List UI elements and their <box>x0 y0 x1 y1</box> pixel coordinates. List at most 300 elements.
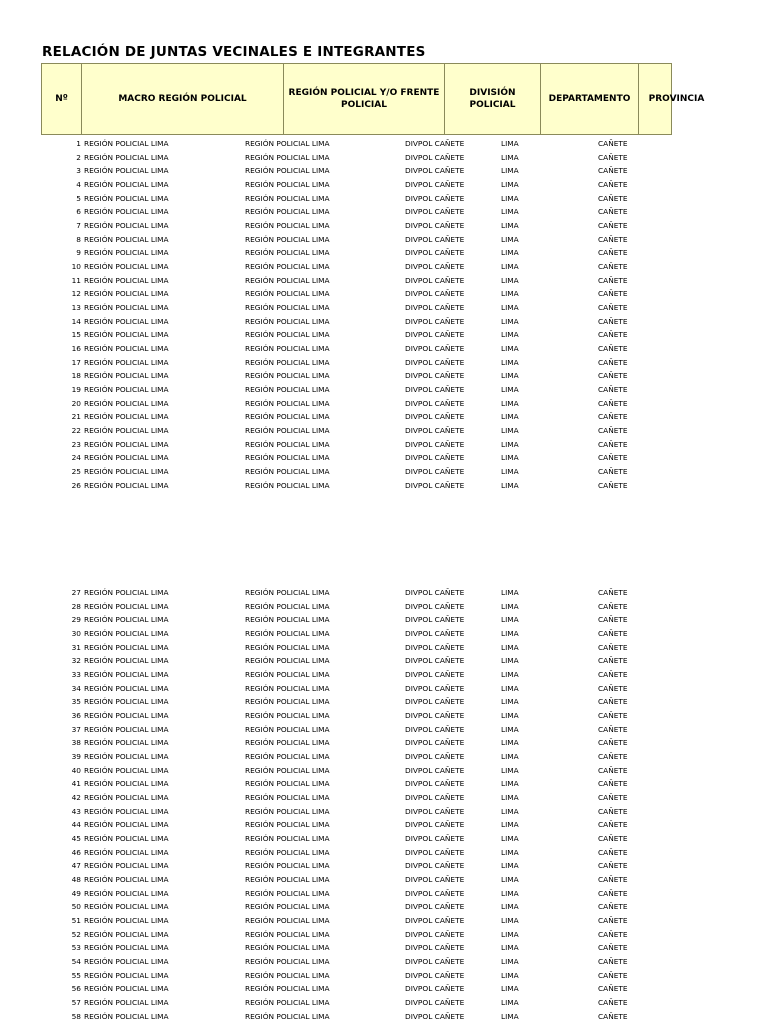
row-number: 14 <box>71 316 81 326</box>
provincia-cell: CAÑETE <box>598 957 628 967</box>
departamento-cell: LIMA <box>501 629 519 639</box>
table-body-block-2 <box>0 586 768 1024</box>
macro-region-cell: REGIÓN POLICIAL LIMA <box>84 697 169 707</box>
row-number: 16 <box>71 344 81 354</box>
row-number: 25 <box>71 467 81 477</box>
row-number: 29 <box>71 615 81 625</box>
departamento-cell: LIMA <box>501 139 519 148</box>
macro-region-cell: REGIÓN POLICIAL LIMA <box>84 888 169 898</box>
row-number: 22 <box>71 426 81 436</box>
row-number: 32 <box>71 656 81 666</box>
macro-region-cell: REGIÓN POLICIAL LIMA <box>84 207 169 217</box>
region-cell: REGIÓN POLICIAL LIMA <box>245 724 330 734</box>
table-row <box>0 791 768 805</box>
row-number: 36 <box>71 711 81 721</box>
row-number: 54 <box>71 957 81 967</box>
macro-region-cell: REGIÓN POLICIAL LIMA <box>84 738 169 748</box>
macro-region-cell: REGIÓN POLICIAL LIMA <box>84 166 169 176</box>
region-cell: REGIÓN POLICIAL LIMA <box>245 234 330 244</box>
table-row <box>0 315 768 329</box>
provincia-cell: CAÑETE <box>598 439 628 449</box>
table-row <box>0 328 768 342</box>
region-cell: REGIÓN POLICIAL LIMA <box>245 888 330 898</box>
row-number: 58 <box>71 1011 81 1021</box>
provincia-cell: CAÑETE <box>598 207 628 217</box>
table-row <box>0 709 768 723</box>
division-cell: DIVPOL CAÑETE <box>405 697 465 707</box>
provincia-cell: CAÑETE <box>598 943 628 953</box>
departamento-cell: LIMA <box>501 385 519 395</box>
division-cell: DIVPOL CAÑETE <box>405 711 465 721</box>
provincia-cell: CAÑETE <box>598 793 628 803</box>
region-cell: REGIÓN POLICIAL LIMA <box>245 779 330 789</box>
table-row <box>0 151 768 165</box>
division-cell: DIVPOL CAÑETE <box>405 752 465 762</box>
row-number: 13 <box>71 303 81 313</box>
row-number: 11 <box>71 275 81 285</box>
region-cell: REGIÓN POLICIAL LIMA <box>245 303 330 313</box>
page-title: RELACIÓN DE JUNTAS VECINALES E INTEGRANTES <box>42 44 426 60</box>
provincia-cell: CAÑETE <box>598 303 628 313</box>
table-row <box>0 955 768 969</box>
row-number: 47 <box>71 861 81 871</box>
provincia-cell: CAÑETE <box>598 629 628 639</box>
macro-region-cell: REGIÓN POLICIAL LIMA <box>84 861 169 871</box>
departamento-cell: LIMA <box>501 467 519 477</box>
table-row <box>0 233 768 247</box>
table-row <box>0 996 768 1010</box>
row-number: 34 <box>71 683 81 693</box>
provincia-cell: CAÑETE <box>598 234 628 244</box>
division-cell: DIVPOL CAÑETE <box>405 193 465 203</box>
macro-region-cell: REGIÓN POLICIAL LIMA <box>84 998 169 1008</box>
table-row <box>0 586 768 600</box>
region-cell: REGIÓN POLICIAL LIMA <box>245 152 330 162</box>
provincia-cell: CAÑETE <box>598 888 628 898</box>
provincia-cell: CAÑETE <box>598 357 628 367</box>
division-cell: DIVPOL CAÑETE <box>405 902 465 912</box>
division-cell: DIVPOL CAÑETE <box>405 453 465 463</box>
region-cell: REGIÓN POLICIAL LIMA <box>245 412 330 422</box>
row-number: 46 <box>71 847 81 857</box>
departamento-cell: LIMA <box>501 875 519 885</box>
provincia-cell: CAÑETE <box>598 738 628 748</box>
table-row <box>0 654 768 668</box>
row-number: 3 <box>76 166 81 176</box>
departamento-cell: LIMA <box>501 398 519 408</box>
table-row <box>0 383 768 397</box>
departamento-cell: LIMA <box>501 793 519 803</box>
division-cell: DIVPOL CAÑETE <box>405 724 465 734</box>
row-number: 35 <box>71 697 81 707</box>
row-number: 5 <box>76 193 81 203</box>
row-number: 41 <box>71 779 81 789</box>
table-row <box>0 424 768 438</box>
macro-region-cell: REGIÓN POLICIAL LIMA <box>84 642 169 652</box>
macro-region-cell: REGIÓN POLICIAL LIMA <box>84 765 169 775</box>
table-row <box>0 274 768 288</box>
provincia-cell: CAÑETE <box>598 371 628 381</box>
departamento-cell: LIMA <box>501 357 519 367</box>
provincia-cell: CAÑETE <box>598 697 628 707</box>
region-cell: REGIÓN POLICIAL LIMA <box>245 875 330 885</box>
departamento-cell: LIMA <box>501 344 519 354</box>
region-cell: REGIÓN POLICIAL LIMA <box>245 221 330 231</box>
macro-region-cell: REGIÓN POLICIAL LIMA <box>84 193 169 203</box>
departamento-cell: LIMA <box>501 929 519 939</box>
division-cell: DIVPOL CAÑETE <box>405 248 465 258</box>
departamento-cell: LIMA <box>501 439 519 449</box>
region-cell: REGIÓN POLICIAL LIMA <box>245 480 330 490</box>
table-row <box>0 668 768 682</box>
region-cell: REGIÓN POLICIAL LIMA <box>245 984 330 994</box>
region-cell: REGIÓN POLICIAL LIMA <box>245 929 330 939</box>
departamento-cell: LIMA <box>501 642 519 652</box>
region-cell: REGIÓN POLICIAL LIMA <box>245 289 330 299</box>
departamento-cell: LIMA <box>501 711 519 721</box>
row-number: 24 <box>71 453 81 463</box>
region-cell: REGIÓN POLICIAL LIMA <box>245 344 330 354</box>
provincia-cell: CAÑETE <box>598 779 628 789</box>
row-number: 56 <box>71 984 81 994</box>
macro-region-cell: REGIÓN POLICIAL LIMA <box>84 398 169 408</box>
provincia-cell: CAÑETE <box>598 847 628 857</box>
table-row <box>0 164 768 178</box>
macro-region-cell: REGIÓN POLICIAL LIMA <box>84 426 169 436</box>
region-cell: REGIÓN POLICIAL LIMA <box>245 957 330 967</box>
row-number: 9 <box>76 248 81 258</box>
macro-region-cell: REGIÓN POLICIAL LIMA <box>84 330 169 340</box>
provincia-cell: CAÑETE <box>598 262 628 272</box>
division-cell: DIVPOL CAÑETE <box>405 765 465 775</box>
row-number: 53 <box>71 943 81 953</box>
table-row <box>0 287 768 301</box>
departamento-cell: LIMA <box>501 248 519 258</box>
division-cell: DIVPOL CAÑETE <box>405 289 465 299</box>
macro-region-cell: REGIÓN POLICIAL LIMA <box>84 629 169 639</box>
row-number: 6 <box>76 207 81 217</box>
division-cell: DIVPOL CAÑETE <box>405 656 465 666</box>
table-row <box>0 219 768 233</box>
table-row <box>0 479 768 493</box>
provincia-cell: CAÑETE <box>598 970 628 980</box>
region-cell: REGIÓN POLICIAL LIMA <box>245 275 330 285</box>
provincia-cell: CAÑETE <box>598 275 628 285</box>
region-cell: REGIÓN POLICIAL LIMA <box>245 642 330 652</box>
macro-region-cell: REGIÓN POLICIAL LIMA <box>84 480 169 490</box>
table-row <box>0 641 768 655</box>
region-cell: REGIÓN POLICIAL LIMA <box>245 180 330 190</box>
provincia-cell: CAÑETE <box>598 683 628 693</box>
macro-region-cell: REGIÓN POLICIAL LIMA <box>84 303 169 313</box>
table-row <box>0 969 768 983</box>
row-number: 49 <box>71 888 81 898</box>
macro-region-cell: REGIÓN POLICIAL LIMA <box>84 656 169 666</box>
row-number: 40 <box>71 765 81 775</box>
row-number: 33 <box>71 670 81 680</box>
departamento-cell: LIMA <box>501 371 519 381</box>
table-row <box>0 192 768 206</box>
division-cell: DIVPOL CAÑETE <box>405 629 465 639</box>
row-number: 4 <box>76 180 81 190</box>
table-row <box>0 941 768 955</box>
table-row <box>0 859 768 873</box>
row-number: 37 <box>71 724 81 734</box>
provincia-cell: CAÑETE <box>598 820 628 830</box>
row-number: 19 <box>71 385 81 395</box>
provincia-cell: CAÑETE <box>598 806 628 816</box>
departamento-cell: LIMA <box>501 656 519 666</box>
division-cell: DIVPOL CAÑETE <box>405 929 465 939</box>
division-cell: DIVPOL CAÑETE <box>405 344 465 354</box>
macro-region-cell: REGIÓN POLICIAL LIMA <box>84 752 169 762</box>
division-cell: DIVPOL CAÑETE <box>405 139 465 148</box>
row-number: 30 <box>71 629 81 639</box>
region-cell: REGIÓN POLICIAL LIMA <box>245 166 330 176</box>
division-cell: DIVPOL CAÑETE <box>405 847 465 857</box>
region-cell: REGIÓN POLICIAL LIMA <box>245 330 330 340</box>
table-row <box>0 627 768 641</box>
provincia-cell: CAÑETE <box>598 166 628 176</box>
table-row <box>0 465 768 479</box>
region-cell: REGIÓN POLICIAL LIMA <box>245 207 330 217</box>
departamento-cell: LIMA <box>501 303 519 313</box>
division-cell: DIVPOL CAÑETE <box>405 480 465 490</box>
table-row <box>0 451 768 465</box>
provincia-cell: CAÑETE <box>598 724 628 734</box>
division-cell: DIVPOL CAÑETE <box>405 152 465 162</box>
provincia-cell: CAÑETE <box>598 902 628 912</box>
table-row <box>0 695 768 709</box>
row-number: 55 <box>71 970 81 980</box>
table-row <box>0 805 768 819</box>
macro-region-cell: REGIÓN POLICIAL LIMA <box>84 711 169 721</box>
row-number: 27 <box>71 588 81 597</box>
provincia-cell: CAÑETE <box>598 711 628 721</box>
division-cell: DIVPOL CAÑETE <box>405 330 465 340</box>
table-row <box>0 723 768 737</box>
region-cell: REGIÓN POLICIAL LIMA <box>245 916 330 926</box>
division-cell: DIVPOL CAÑETE <box>405 683 465 693</box>
region-cell: REGIÓN POLICIAL LIMA <box>245 439 330 449</box>
row-number: 31 <box>71 642 81 652</box>
division-cell: DIVPOL CAÑETE <box>405 412 465 422</box>
header-division: DIVISIÓN POLICIAL <box>445 64 541 134</box>
macro-region-cell: REGIÓN POLICIAL LIMA <box>84 371 169 381</box>
table-row <box>0 356 768 370</box>
departamento-cell: LIMA <box>501 861 519 871</box>
row-number: 8 <box>76 234 81 244</box>
region-cell: REGIÓN POLICIAL LIMA <box>245 683 330 693</box>
division-cell: DIVPOL CAÑETE <box>405 916 465 926</box>
table-row <box>0 369 768 383</box>
row-number: 1 <box>76 139 81 148</box>
provincia-cell: CAÑETE <box>598 984 628 994</box>
region-cell: REGIÓN POLICIAL LIMA <box>245 943 330 953</box>
division-cell: DIVPOL CAÑETE <box>405 970 465 980</box>
departamento-cell: LIMA <box>501 615 519 625</box>
region-cell: REGIÓN POLICIAL LIMA <box>245 656 330 666</box>
departamento-cell: LIMA <box>501 275 519 285</box>
region-cell: REGIÓN POLICIAL LIMA <box>245 670 330 680</box>
row-number: 44 <box>71 820 81 830</box>
division-cell: DIVPOL CAÑETE <box>405 642 465 652</box>
row-number: 23 <box>71 439 81 449</box>
region-cell: REGIÓN POLICIAL LIMA <box>245 467 330 477</box>
region-cell: REGIÓN POLICIAL LIMA <box>245 711 330 721</box>
macro-region-cell: REGIÓN POLICIAL LIMA <box>84 357 169 367</box>
table-row <box>0 342 768 356</box>
departamento-cell: LIMA <box>501 738 519 748</box>
macro-region-cell: REGIÓN POLICIAL LIMA <box>84 834 169 844</box>
provincia-cell: CAÑETE <box>598 412 628 422</box>
macro-region-cell: REGIÓN POLICIAL LIMA <box>84 467 169 477</box>
table-row <box>0 873 768 887</box>
division-cell: DIVPOL CAÑETE <box>405 371 465 381</box>
row-number: 52 <box>71 929 81 939</box>
division-cell: DIVPOL CAÑETE <box>405 426 465 436</box>
provincia-cell: CAÑETE <box>598 453 628 463</box>
departamento-cell: LIMA <box>501 601 519 611</box>
provincia-cell: CAÑETE <box>598 916 628 926</box>
row-number: 45 <box>71 834 81 844</box>
macro-region-cell: REGIÓN POLICIAL LIMA <box>84 344 169 354</box>
division-cell: DIVPOL CAÑETE <box>405 439 465 449</box>
departamento-cell: LIMA <box>501 683 519 693</box>
provincia-cell: CAÑETE <box>598 316 628 326</box>
departamento-cell: LIMA <box>501 916 519 926</box>
departamento-cell: LIMA <box>501 480 519 490</box>
departamento-cell: LIMA <box>501 330 519 340</box>
row-number: 26 <box>71 480 81 490</box>
provincia-cell: CAÑETE <box>598 642 628 652</box>
region-cell: REGIÓN POLICIAL LIMA <box>245 1011 330 1021</box>
provincia-cell: CAÑETE <box>598 193 628 203</box>
region-cell: REGIÓN POLICIAL LIMA <box>245 601 330 611</box>
region-cell: REGIÓN POLICIAL LIMA <box>245 615 330 625</box>
region-cell: REGIÓN POLICIAL LIMA <box>245 426 330 436</box>
table-row <box>0 397 768 411</box>
division-cell: DIVPOL CAÑETE <box>405 467 465 477</box>
provincia-cell: CAÑETE <box>598 426 628 436</box>
departamento-cell: LIMA <box>501 152 519 162</box>
departamento-cell: LIMA <box>501 943 519 953</box>
row-number: 51 <box>71 916 81 926</box>
header-macro-region: MACRO REGIÓN POLICIAL <box>82 64 284 134</box>
departamento-cell: LIMA <box>501 847 519 857</box>
macro-region-cell: REGIÓN POLICIAL LIMA <box>84 670 169 680</box>
region-cell: REGIÓN POLICIAL LIMA <box>245 806 330 816</box>
division-cell: DIVPOL CAÑETE <box>405 806 465 816</box>
macro-region-cell: REGIÓN POLICIAL LIMA <box>84 588 169 597</box>
provincia-cell: CAÑETE <box>598 289 628 299</box>
departamento-cell: LIMA <box>501 670 519 680</box>
provincia-cell: CAÑETE <box>598 467 628 477</box>
macro-region-cell: REGIÓN POLICIAL LIMA <box>84 289 169 299</box>
row-number: 38 <box>71 738 81 748</box>
division-cell: DIVPOL CAÑETE <box>405 861 465 871</box>
provincia-cell: CAÑETE <box>598 834 628 844</box>
macro-region-cell: REGIÓN POLICIAL LIMA <box>84 139 169 148</box>
region-cell: REGIÓN POLICIAL LIMA <box>245 847 330 857</box>
region-cell: REGIÓN POLICIAL LIMA <box>245 861 330 871</box>
macro-region-cell: REGIÓN POLICIAL LIMA <box>84 847 169 857</box>
departamento-cell: LIMA <box>501 207 519 217</box>
table-row <box>0 764 768 778</box>
macro-region-cell: REGIÓN POLICIAL LIMA <box>84 957 169 967</box>
row-number: 39 <box>71 752 81 762</box>
macro-region-cell: REGIÓN POLICIAL LIMA <box>84 248 169 258</box>
departamento-cell: LIMA <box>501 316 519 326</box>
region-cell: REGIÓN POLICIAL LIMA <box>245 752 330 762</box>
table-row <box>0 900 768 914</box>
row-number: 7 <box>76 221 81 231</box>
table-row <box>0 301 768 315</box>
provincia-cell: CAÑETE <box>598 656 628 666</box>
provincia-cell: CAÑETE <box>598 398 628 408</box>
division-cell: DIVPOL CAÑETE <box>405 303 465 313</box>
table-row <box>0 777 768 791</box>
macro-region-cell: REGIÓN POLICIAL LIMA <box>84 724 169 734</box>
macro-region-cell: REGIÓN POLICIAL LIMA <box>84 234 169 244</box>
region-cell: REGIÓN POLICIAL LIMA <box>245 193 330 203</box>
table-row <box>0 914 768 928</box>
macro-region-cell: REGIÓN POLICIAL LIMA <box>84 984 169 994</box>
region-cell: REGIÓN POLICIAL LIMA <box>245 371 330 381</box>
region-cell: REGIÓN POLICIAL LIMA <box>245 820 330 830</box>
macro-region-cell: REGIÓN POLICIAL LIMA <box>84 316 169 326</box>
table-row <box>0 205 768 219</box>
division-cell: DIVPOL CAÑETE <box>405 834 465 844</box>
departamento-cell: LIMA <box>501 888 519 898</box>
header-region: REGIÓN POLICIAL Y/O FRENTE POLICIAL <box>284 64 445 134</box>
macro-region-cell: REGIÓN POLICIAL LIMA <box>84 793 169 803</box>
division-cell: DIVPOL CAÑETE <box>405 601 465 611</box>
row-number: 21 <box>71 412 81 422</box>
region-cell: REGIÓN POLICIAL LIMA <box>245 697 330 707</box>
table-row <box>0 832 768 846</box>
division-cell: DIVPOL CAÑETE <box>405 888 465 898</box>
region-cell: REGIÓN POLICIAL LIMA <box>245 139 330 148</box>
region-cell: REGIÓN POLICIAL LIMA <box>245 262 330 272</box>
region-cell: REGIÓN POLICIAL LIMA <box>245 629 330 639</box>
departamento-cell: LIMA <box>501 724 519 734</box>
division-cell: DIVPOL CAÑETE <box>405 957 465 967</box>
region-cell: REGIÓN POLICIAL LIMA <box>245 357 330 367</box>
departamento-cell: LIMA <box>501 957 519 967</box>
region-cell: REGIÓN POLICIAL LIMA <box>245 385 330 395</box>
provincia-cell: CAÑETE <box>598 139 628 148</box>
row-number: 57 <box>71 998 81 1008</box>
macro-region-cell: REGIÓN POLICIAL LIMA <box>84 385 169 395</box>
departamento-cell: LIMA <box>501 193 519 203</box>
table-row <box>0 682 768 696</box>
departamento-cell: LIMA <box>501 820 519 830</box>
division-cell: DIVPOL CAÑETE <box>405 357 465 367</box>
macro-region-cell: REGIÓN POLICIAL LIMA <box>84 615 169 625</box>
region-cell: REGIÓN POLICIAL LIMA <box>245 902 330 912</box>
macro-region-cell: REGIÓN POLICIAL LIMA <box>84 1011 169 1021</box>
departamento-cell: LIMA <box>501 221 519 231</box>
macro-region-cell: REGIÓN POLICIAL LIMA <box>84 453 169 463</box>
macro-region-cell: REGIÓN POLICIAL LIMA <box>84 929 169 939</box>
provincia-cell: CAÑETE <box>598 152 628 162</box>
departamento-cell: LIMA <box>501 262 519 272</box>
row-number: 43 <box>71 806 81 816</box>
departamento-cell: LIMA <box>501 765 519 775</box>
table-row <box>0 982 768 996</box>
division-cell: DIVPOL CAÑETE <box>405 316 465 326</box>
